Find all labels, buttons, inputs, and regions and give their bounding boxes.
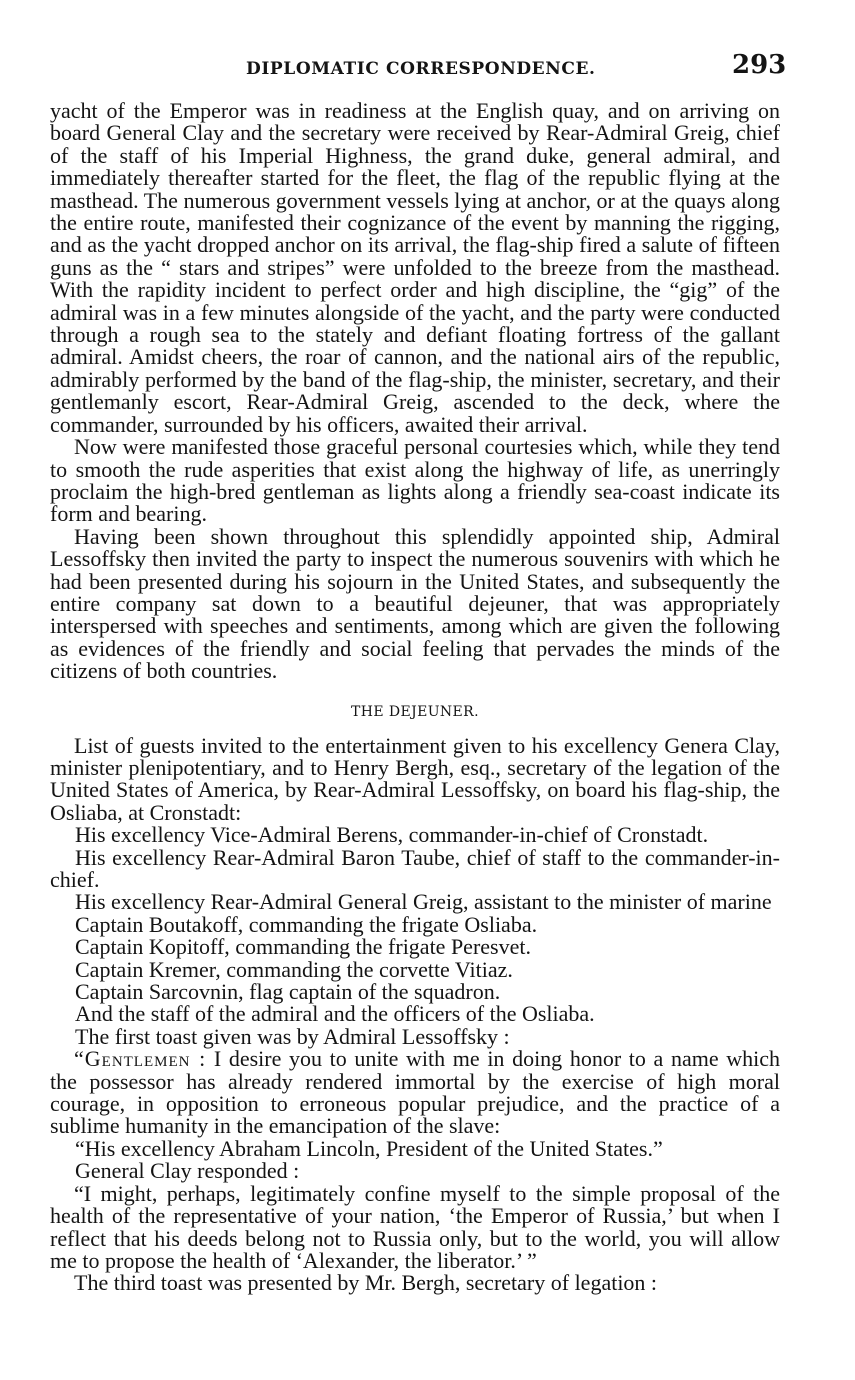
guest-list-intro: List of guests invited to the entertainment given to his excellency Genera Clay, minister plenipotentiary, and to Henry Bergh, esq., secretary of the legation of the United States of America, by Rear-Admiral Lessoffsky, on board his flag-ship, the Osliaba, at Cronstadt: (50, 732, 780, 825)
guest-item: Captain Sarcovnin, flag captain of the squadron. (75, 979, 501, 1005)
first-toast: “His excellency Abraham Lincoln, President of the United States.” (75, 1135, 663, 1161)
third-toast-intro: The third toast was presented by Mr. Bergh, secretary of legation : (74, 1270, 658, 1296)
guest-item: And the staff of the admiral and the officers of the Osliaba. (75, 1001, 595, 1027)
clay-response-speech: “I might, perhaps, legitimately confine myself to the simple proposal of the health of the representative of your nation, ‘the Emperor of Russia,’ but when I reflect that his deeds belong not to Russia only, but to the world, you will allow me to propose the health of ‘Alexander, the liberator.’ ” (50, 1180, 780, 1273)
first-toast-intro: The first toast given was by Admiral Lessoffsky : (75, 1023, 510, 1049)
speech-salutation: “Gentlemen : (74, 1046, 207, 1072)
guest-item: His excellency Rear-Admiral Baron Taube, chief of staff to the commander-in-chief. (50, 844, 780, 892)
paragraph-souvenirs: Having been shown throughout this splendidly appointed ship, Admiral Lessoffsky then invited the party to inspect the numerous souvenirs with which he had been presented during his sojourn in the United States, and subsequently the entire company sat down to a beautiful dejeuner, that was appropriately interspersed with speeches and sentiments, among which are given the following as evidences of the friendly and social feeling that pervades the minds of the citizens of both countries. (50, 523, 780, 684)
guest-item: Captain Boutakoff, commanding the frigate Osliaba. (75, 911, 538, 937)
first-toast-speech (50, 1048, 780, 1138)
guest-item: His excellency Vice-Admiral Berens, commander-in-chief of Cronstadt. (75, 822, 709, 848)
body-text (50, 100, 780, 1295)
running-head-title: DIPLOMATIC CORRESPONDENCE. (246, 59, 596, 79)
guest-item: Captain Kopitoff, commanding the frigate Peresvet. (75, 934, 531, 960)
guest-item: Captain Kremer, commanding the corvette Vitiaz. (75, 956, 513, 982)
paragraph-courtesies: Now were manifested those graceful personal courtesies which, while they tend to smooth the rude asperities that exist along the highway of life, as unerringly proclaim the high-bred gentleman as lights along a friendly sea-coast indicate its form and bearing. (50, 434, 780, 527)
guest-item: His excellency Rear-Admiral General Greig, assistant to the minister of marine (75, 889, 772, 915)
page-number: 293 (732, 50, 787, 80)
paragraph-arrival: yacht of the Emperor was in readiness at the English quay, and on arriving on board General Clay and the secretary were received by Rear-Admiral Greig, chief of the staff of his Imperial Highness, the grand duke, general admiral, and immediately thereafter started for the fleet, the flag of the republic flying at the masthead. The numerous government vessels lying at anchor, or at the quays along the entire route, manifested their cognizance of the event by manning the rigging, and as the yacht dropped anchor on its arrival, the flag-ship fired a salute of fifteen guns as the “ stars and stripes” were unfolded to the breeze from the masthead. With the rapidity incident to perfect order and high discipline, the “gig” of the admiral was in a few minutes alongside of the yacht, and the party were conducted through a rough sea to the stately and defiant floating fortress of the gallant admiral. Amidst cheers, the roar of cannon, and the national airs of the republic, admirably performed by the band of the flag-ship, the minister, secretary, and their gentlemanly escort, Rear-Admiral Greig, ascended to the deck, where the commander, surrounded by his officers, awaited their arrival. (50, 98, 780, 437)
clay-response-intro: General Clay responded : (75, 1158, 300, 1184)
speech-body: I desire you to unite with me in doing honor to a name which the possessor has already rendered immortal by the exercise of high moral courage, in opposition to erroneous popular prejudice, and the practice of a sublime humanity in the emancipation of the slave: (50, 1046, 780, 1139)
section-title: THE DEJEUNER. (351, 703, 479, 720)
running-head (0, 50, 855, 84)
